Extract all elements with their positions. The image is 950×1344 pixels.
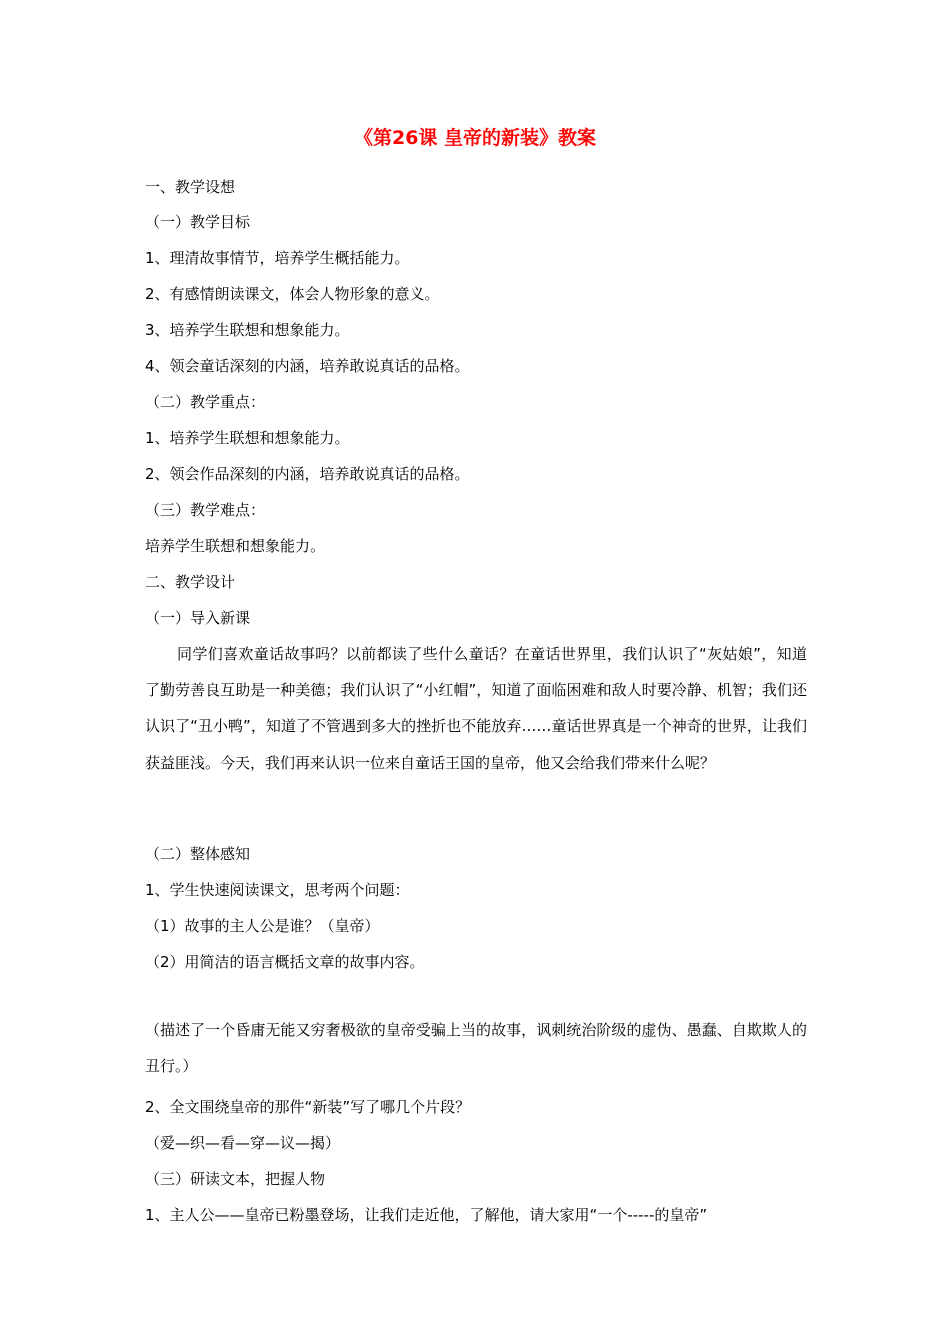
subheading-text-study: （三）研读文本，把握人物	[145, 1170, 326, 1188]
subheading-introduction: （一）导入新课	[145, 609, 251, 627]
section-heading-teaching-concept: 一、教学设想	[145, 178, 236, 196]
study-item-1: 1、主人公——皇帝已粉墨登场，让我们走近他，了解他，请大家用“一个-----的皇帝”	[145, 1206, 708, 1224]
segments-answer: （爱—织—看—穿—议—揭）	[145, 1134, 341, 1152]
intro-paragraph: 同学们喜欢童话故事吗？以前都读了些什么童话？在童话世界里，我们认识了“灰姑娘”，知道了勤劳善良互助是一种美德；我们认识了“小红帽”，知道了面临困难和敌人时要冷静、机智；我们还认识了“丑小鸭”，知道了不管遇到多大的挫折也不能放弃……童话世界真是一个神奇的世界，让我们获益匪浅。今天，我们再来认识一位来自童话王国的皇帝，他又会给我们带来什么呢？	[145, 645, 807, 772]
section-heading-teaching-design: 二、教学设计	[145, 573, 236, 591]
key-point-1: 1、培养学生联想和想象能力。	[145, 429, 350, 447]
task-item-2: 2、全文围绕皇帝的那件“新装”写了哪几个片段？	[145, 1098, 471, 1116]
goal-item-4: 4、领会童话深刻的内涵，培养敢说真话的品格。	[145, 357, 470, 375]
difficulty-item: 培养学生联想和想象能力。	[145, 537, 326, 555]
key-point-2: 2、领会作品深刻的内涵，培养敢说真话的品格。	[145, 465, 470, 483]
subheading-key-points: （二）教学重点：	[145, 393, 266, 411]
goal-item-3: 3、培养学生联想和想象能力。	[145, 321, 350, 339]
goal-item-2: 2、有感情朗读课文，体会人物形象的意义。	[145, 285, 440, 303]
document-title: 《第26课 皇帝的新装》教案	[353, 127, 597, 149]
subheading-teaching-goals: （一）教学目标	[145, 213, 251, 231]
question-item-1: （1）故事的主人公是谁？（皇帝）	[145, 917, 380, 935]
task-item-1: 1、学生快速阅读课文，思考两个问题：	[145, 881, 410, 899]
subheading-difficulties: （三）教学难点：	[145, 501, 266, 519]
subheading-overall-perception: （二）整体感知	[145, 845, 251, 863]
question-item-2: （2）用简洁的语言概括文章的故事内容。	[145, 953, 425, 971]
goal-item-1: 1、理清故事情节，培养学生概括能力。	[145, 249, 410, 267]
answer-paragraph: （描述了一个昏庸无能又穷奢极欲的皇帝受骗上当的故事，讽刺统治阶级的虚伪、愚蠢、自欺欺人的丑行。）	[145, 1021, 807, 1075]
